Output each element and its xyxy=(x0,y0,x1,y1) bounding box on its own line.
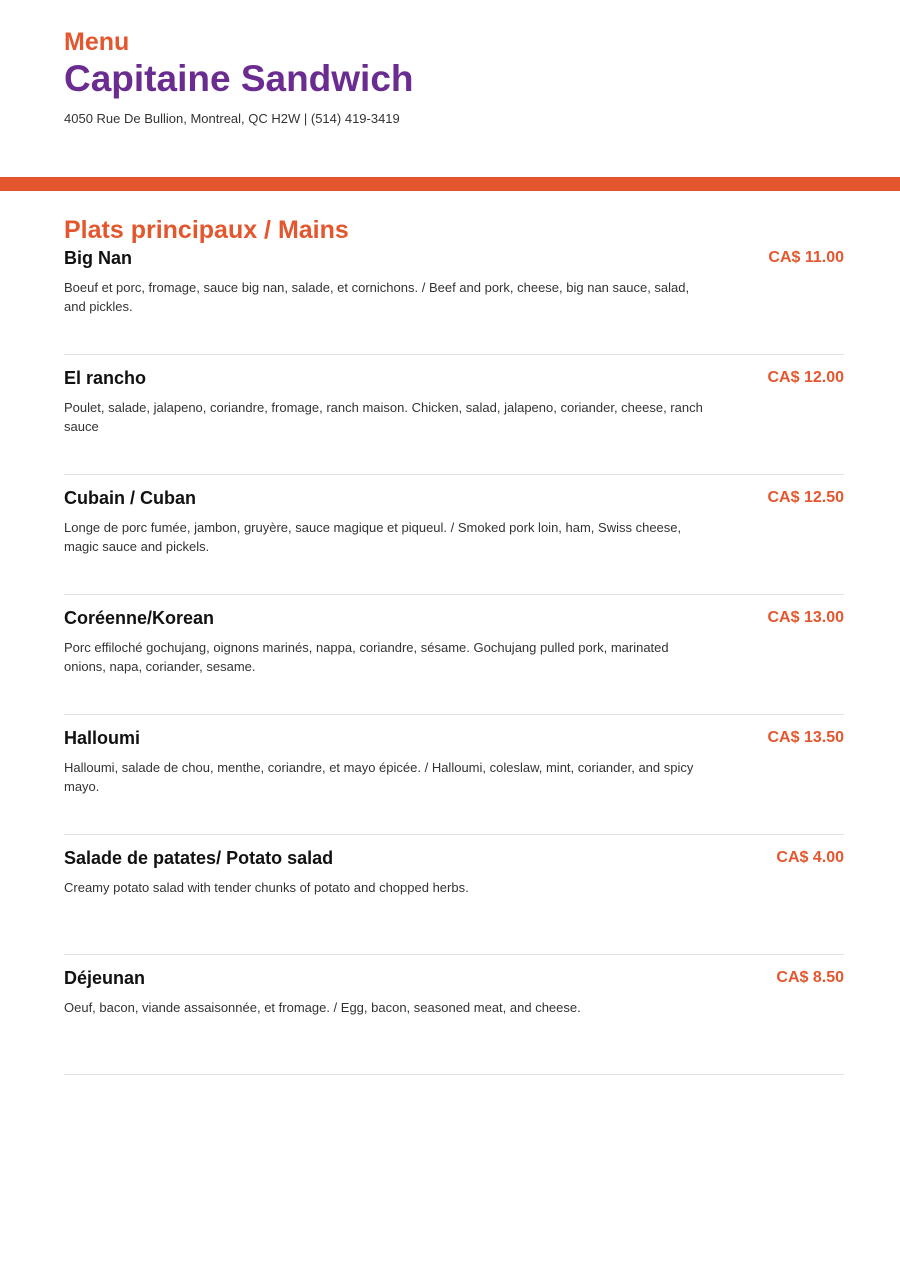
mains-section xyxy=(64,214,844,1082)
menu-item-description: Oeuf, bacon, viande assaisonnée, et fromage. / Egg, bacon, seasoned meat, and cheese. xyxy=(64,1000,581,1015)
restaurant-address: 4050 Rue De Bullion, Montreal, QC H2W | (514) 419-3419 xyxy=(64,111,400,126)
menu-item xyxy=(64,482,844,595)
menu-item-name: Cubain / Cuban xyxy=(64,488,196,508)
menu-item-name: Coréenne/Korean xyxy=(64,608,215,628)
menu-item xyxy=(64,602,844,715)
menu-item-price: CA$ 8.50 xyxy=(776,969,844,986)
menu-item-description: Halloumi, salade de chou, menthe, coriandre, et mayo épicée. / Halloumi, coleslaw, mint, coriander, and spicy mayo. xyxy=(64,760,694,794)
menu-header xyxy=(64,26,844,128)
accent-divider-bar xyxy=(0,177,900,191)
menu-item xyxy=(64,246,844,355)
menu-item-description: Poulet, salade, jalapeno, coriandre, fromage, ranch maison. Chicken, salad, jalapeno, coriander, cheese, ranch sauce xyxy=(64,400,703,434)
menu-item-price: CA$ 13.00 xyxy=(767,609,844,626)
menu-item-description: Boeuf et porc, fromage, sauce big nan, salade, et cornichons. / Beef and pork, cheese, big nan sauce, salad, and pickles. xyxy=(64,280,690,314)
menu-item-name: Salade de patates/ Potato salad xyxy=(64,848,334,868)
menu-item-description: Creamy potato salad with tender chunks of potato and chopped herbs. xyxy=(64,880,469,895)
menu-item-name: Big Nan xyxy=(64,248,133,268)
menu-label: Menu xyxy=(64,28,130,56)
menu-item-description: Porc effiloché gochujang, oignons marinés, nappa, coriandre, sésame. Gochujang pulled pork, marinated onions, napa, coriander, sesame. xyxy=(64,640,669,674)
menu-item xyxy=(64,962,844,1075)
menu-item-list xyxy=(64,246,844,1075)
menu-item xyxy=(64,722,844,835)
menu-item-price: CA$ 12.00 xyxy=(767,369,844,386)
menu-item xyxy=(64,362,844,475)
menu-item xyxy=(64,842,844,955)
menu-item-price: CA$ 12.50 xyxy=(767,489,844,506)
menu-item-name: El rancho xyxy=(64,368,147,388)
restaurant-name: Capitaine Sandwich xyxy=(64,58,414,99)
section-title: Plats principaux / Mains xyxy=(64,216,349,244)
menu-item-name: Halloumi xyxy=(64,728,141,748)
menu-item-price: CA$ 4.00 xyxy=(776,849,844,866)
menu-item-price: CA$ 11.00 xyxy=(768,249,844,266)
menu-item-name: Déjeunan xyxy=(64,968,146,988)
menu-item-price: CA$ 13.50 xyxy=(767,729,844,746)
menu-item-description: Longe de porc fumée, jambon, gruyère, sauce magique et piqueul. / Smoked pork loin, ham, Swiss cheese, magic sauce and pickels. xyxy=(64,520,682,554)
